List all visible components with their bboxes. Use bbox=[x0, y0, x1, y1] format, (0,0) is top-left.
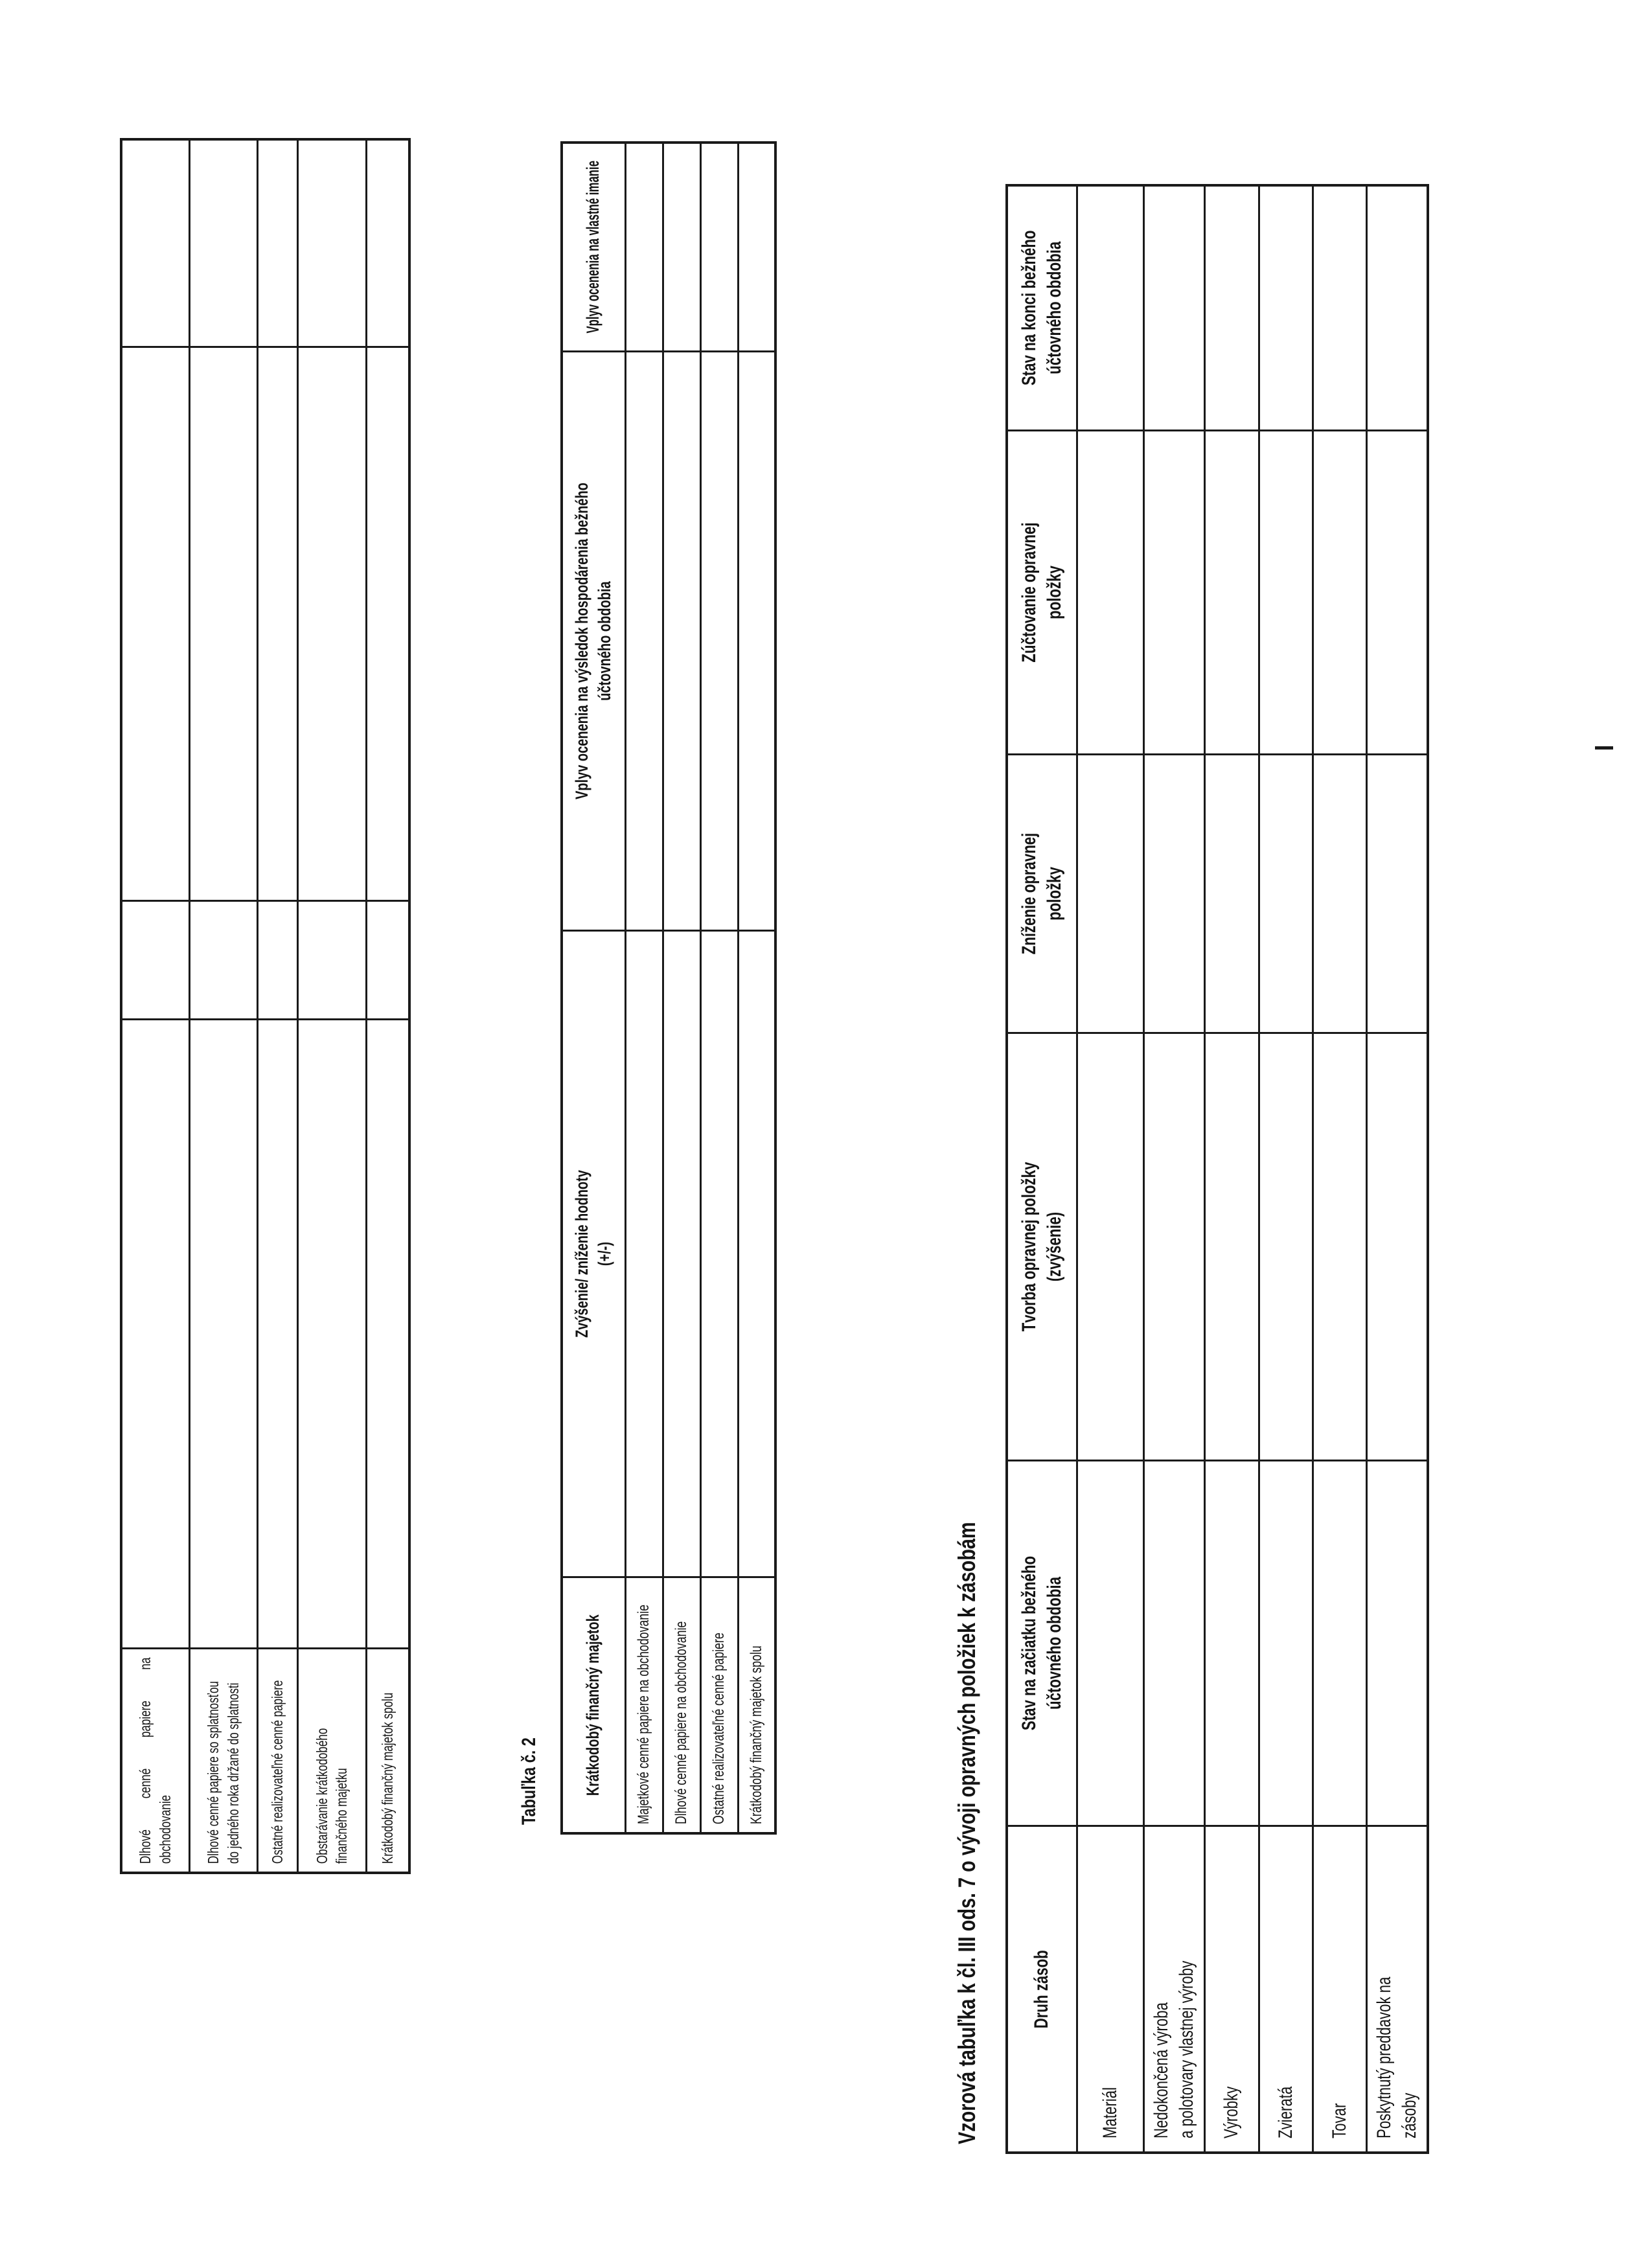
empty-cell bbox=[366, 1020, 409, 1649]
row-label-line: a polotovary vlastnej výroby bbox=[1176, 1960, 1198, 2138]
column-header-cell bbox=[1007, 185, 1077, 431]
header-line: Vplyv ocenenia na výsledok hospodárenia bežného bbox=[571, 483, 591, 800]
empty-cell bbox=[366, 139, 409, 347]
column-header-cell bbox=[1007, 755, 1077, 1033]
empty-cell bbox=[1077, 1461, 1143, 1826]
empty-cell bbox=[257, 347, 297, 901]
total-row-label-cell bbox=[366, 1649, 409, 1873]
table-row bbox=[700, 143, 738, 1833]
empty-cell bbox=[1077, 431, 1143, 755]
empty-cell bbox=[1313, 431, 1366, 755]
table-row bbox=[257, 139, 297, 1873]
table-row bbox=[297, 139, 366, 1873]
header-row bbox=[562, 143, 625, 1833]
column-header-cell bbox=[562, 143, 625, 352]
row-label-cell bbox=[1143, 1826, 1204, 2153]
empty-cell bbox=[1077, 1033, 1143, 1461]
table-financial-assets-continuation bbox=[120, 138, 411, 1874]
empty-cell bbox=[297, 347, 366, 901]
table-inventory-provisions bbox=[1005, 184, 1429, 2154]
empty-cell bbox=[625, 143, 663, 352]
empty-cell bbox=[1143, 755, 1204, 1033]
header-line: účtovného obdobia bbox=[1044, 1577, 1066, 1710]
empty-cell bbox=[121, 347, 189, 901]
empty-cell bbox=[663, 931, 700, 1577]
column-header-cell bbox=[562, 931, 625, 1577]
header-line: položky bbox=[1044, 867, 1066, 921]
table-valuation-effects bbox=[560, 141, 777, 1835]
row-label-line: Výrobky bbox=[1221, 2086, 1243, 2138]
row-label-line: do jedného roka držané do splatnosti bbox=[224, 1682, 242, 1864]
header-line: účtovného obdobia bbox=[1044, 242, 1066, 375]
empty-cell bbox=[738, 931, 775, 1577]
row-label-cell bbox=[625, 1577, 663, 1833]
empty-cell bbox=[1366, 431, 1428, 755]
empty-cell bbox=[1259, 431, 1313, 755]
row-label-cell bbox=[1366, 1826, 1428, 2153]
row-label-line: finančného majetku bbox=[333, 1768, 350, 1864]
table-row bbox=[121, 139, 189, 1873]
row-label-cell bbox=[1204, 1826, 1259, 2153]
row-label-line: Tovar bbox=[1328, 2103, 1350, 2138]
empty-cell bbox=[1259, 1461, 1313, 1826]
empty-cell bbox=[1313, 755, 1366, 1033]
column-header-cell bbox=[1007, 1826, 1077, 2153]
empty-cell bbox=[1143, 1461, 1204, 1826]
empty-cell bbox=[257, 901, 297, 1020]
row-label-cell bbox=[257, 1649, 297, 1873]
empty-cell bbox=[1259, 755, 1313, 1033]
empty-cell bbox=[700, 931, 738, 1577]
table-row bbox=[1204, 185, 1259, 2153]
empty-cell bbox=[738, 143, 775, 352]
table-row bbox=[625, 143, 663, 1833]
row-label-line: Materiál bbox=[1099, 2087, 1121, 2138]
row-label-line: Krátkodobý finančný majetok spolu bbox=[379, 1692, 396, 1864]
empty-cell bbox=[1204, 755, 1259, 1033]
table2-title: Tabuľka č. 2 bbox=[518, 1737, 540, 1825]
row-label-cell bbox=[663, 1577, 700, 1833]
row-label-cell bbox=[121, 1649, 189, 1873]
header-line: (+/-) bbox=[595, 1242, 615, 1266]
empty-cell bbox=[1313, 185, 1366, 431]
empty-cell bbox=[1077, 185, 1143, 431]
empty-cell bbox=[663, 143, 700, 352]
header-line: položky bbox=[1044, 566, 1066, 620]
table-row bbox=[738, 143, 775, 1833]
empty-cell bbox=[121, 139, 189, 347]
row-label-cell bbox=[700, 1577, 738, 1833]
empty-cell bbox=[1204, 431, 1259, 755]
empty-cell bbox=[700, 352, 738, 931]
empty-cell bbox=[297, 139, 366, 347]
row-label-cell bbox=[1313, 1826, 1366, 2153]
row-label-line: Poskytnutý preddavok na bbox=[1373, 1976, 1395, 2138]
empty-cell bbox=[189, 1020, 257, 1649]
header-line: Stav na konci bežného bbox=[1018, 230, 1040, 386]
table-row bbox=[366, 139, 409, 1873]
row-label-line: Ostatné realizovateľné cenné papiere bbox=[710, 1632, 728, 1824]
empty-cell bbox=[625, 352, 663, 931]
empty-cell bbox=[257, 139, 297, 347]
empty-cell bbox=[297, 1020, 366, 1649]
row-label-cell bbox=[1077, 1826, 1143, 2153]
table-row bbox=[1259, 185, 1313, 2153]
empty-cell bbox=[1143, 185, 1204, 431]
header-line: účtovného obdobia bbox=[595, 581, 615, 702]
column-header-cell bbox=[562, 352, 625, 931]
total-row-label-cell bbox=[738, 1577, 775, 1833]
row-label-line: Dlhové cenné papiere na bbox=[137, 1657, 154, 1864]
empty-cell bbox=[1313, 1033, 1366, 1461]
column-header-cell bbox=[1007, 431, 1077, 755]
empty-cell bbox=[297, 901, 366, 1020]
row-label-line: Zvieratá bbox=[1274, 2086, 1296, 2138]
empty-cell bbox=[1313, 1461, 1366, 1826]
empty-cell bbox=[366, 901, 409, 1020]
header-line: (zvýšenie) bbox=[1044, 1212, 1066, 1282]
row-label-line: Majetkové cenné papiere na obchodovanie bbox=[635, 1605, 653, 1824]
empty-cell bbox=[1366, 755, 1428, 1033]
row-label-cell bbox=[1259, 1826, 1313, 2153]
empty-cell bbox=[1366, 185, 1428, 431]
row-label-line: Nedokončená výroba bbox=[1150, 2002, 1172, 2138]
table-row bbox=[1366, 185, 1428, 2153]
row-label-line: obchodovanie bbox=[156, 1794, 174, 1864]
header-line: Vplyv ocenenia na vlastné imanie bbox=[583, 161, 603, 334]
table-row bbox=[1077, 185, 1143, 2153]
row-label-line: Ostatné realizovateľné cenné papiere bbox=[268, 1680, 286, 1864]
header-line: Krátkodobý finančný majetok bbox=[583, 1614, 603, 1796]
header-line: Tvorba opravnej položky bbox=[1018, 1162, 1040, 1332]
header-line: Zvýšenie/ zníženie hodnoty bbox=[571, 1170, 591, 1338]
empty-cell bbox=[1204, 1033, 1259, 1461]
empty-cell bbox=[625, 931, 663, 1577]
row-label-line: Dlhové cenné papiere na obchodovanie bbox=[672, 1621, 691, 1824]
empty-cell bbox=[189, 901, 257, 1020]
empty-cell bbox=[189, 347, 257, 901]
empty-cell bbox=[189, 139, 257, 347]
empty-cell bbox=[1259, 1033, 1313, 1461]
empty-cell bbox=[1143, 431, 1204, 755]
header-line: Druh zásob bbox=[1031, 1950, 1053, 2029]
column-header-cell bbox=[562, 1577, 625, 1833]
table-row bbox=[663, 143, 700, 1833]
empty-cell bbox=[121, 1020, 189, 1649]
row-label-line: Krátkodobý finančný majetok spolu bbox=[747, 1645, 765, 1824]
table-row bbox=[1143, 185, 1204, 2153]
empty-cell bbox=[1204, 1461, 1259, 1826]
empty-cell bbox=[1143, 1033, 1204, 1461]
empty-cell bbox=[1204, 185, 1259, 431]
row-label-line: Obstarávanie krátkodobého bbox=[313, 1728, 330, 1864]
row-label-cell bbox=[297, 1649, 366, 1873]
empty-cell bbox=[1077, 755, 1143, 1033]
header-line: Zníženie opravnej bbox=[1018, 833, 1040, 955]
table3-title: Vzorová tabuľka k čl. III ods. 7 o vývoji opravných položiek k zásobám bbox=[954, 1522, 980, 2144]
table-row bbox=[1313, 185, 1366, 2153]
empty-cell bbox=[1259, 185, 1313, 431]
empty-cell bbox=[366, 347, 409, 901]
row-label-line: Dlhové cenné papiere so splatnosťou bbox=[205, 1681, 222, 1864]
empty-cell bbox=[663, 352, 700, 931]
empty-cell bbox=[121, 901, 189, 1020]
header-line: Zúčtovanie opravnej bbox=[1018, 522, 1040, 663]
row-label-cell bbox=[189, 1649, 257, 1873]
table-row bbox=[189, 139, 257, 1873]
header-row bbox=[1007, 185, 1077, 2153]
empty-cell bbox=[257, 1020, 297, 1649]
empty-cell bbox=[1366, 1461, 1428, 1826]
header-line: Stav na začiatku bežného bbox=[1018, 1556, 1040, 1731]
scan-artifact-mark bbox=[1595, 746, 1613, 750]
column-header-cell bbox=[1007, 1033, 1077, 1461]
column-header-cell bbox=[1007, 1461, 1077, 1826]
empty-cell bbox=[738, 352, 775, 931]
empty-cell bbox=[1366, 1033, 1428, 1461]
empty-cell bbox=[700, 143, 738, 352]
row-label-line: zásoby bbox=[1399, 2092, 1421, 2138]
